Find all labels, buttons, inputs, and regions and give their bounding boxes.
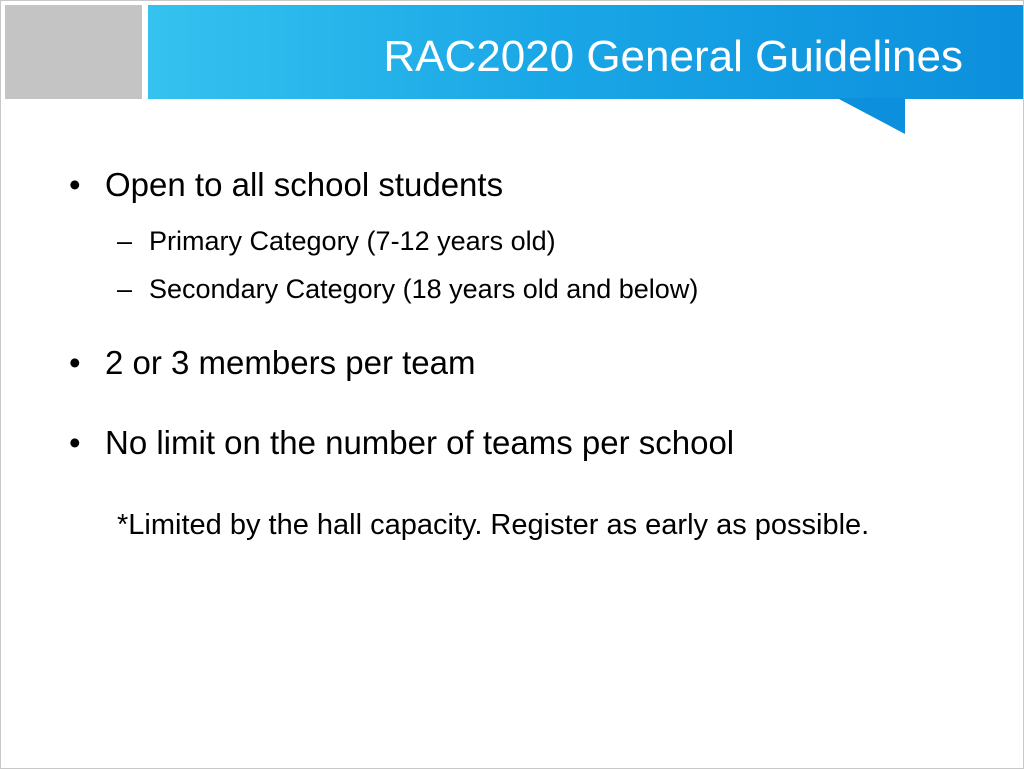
bullet-marker: • (69, 344, 81, 381)
bullet-text: No limit on the number of teams per school (105, 424, 735, 461)
sub-bullet-secondary-category (117, 272, 699, 306)
header-tab-decoration (837, 98, 905, 134)
header-gray-block (5, 5, 142, 99)
bullet-team-limit (69, 423, 735, 463)
header-bar (148, 5, 1023, 99)
bullet-marker: • (69, 424, 81, 461)
bullet-text: 2 or 3 members per team (105, 344, 476, 381)
bullet-team-members (69, 343, 476, 383)
sub-bullet-marker: – (117, 274, 133, 304)
sub-bullet-text: Secondary Category (18 years old and below) (149, 274, 699, 304)
bullet-text: Open to all school students (105, 166, 504, 203)
sub-bullet-primary-category (117, 224, 556, 258)
bullet-marker: • (69, 166, 81, 203)
sub-bullet-marker: – (117, 226, 133, 256)
bullet-open-to-students (69, 165, 504, 205)
capacity-note: *Limited by the hall capacity. Register as early as possible. (117, 509, 870, 541)
slide-title: RAC2020 General Guidelines (383, 32, 963, 81)
sub-bullet-text: Primary Category (7-12 years old) (149, 226, 556, 256)
